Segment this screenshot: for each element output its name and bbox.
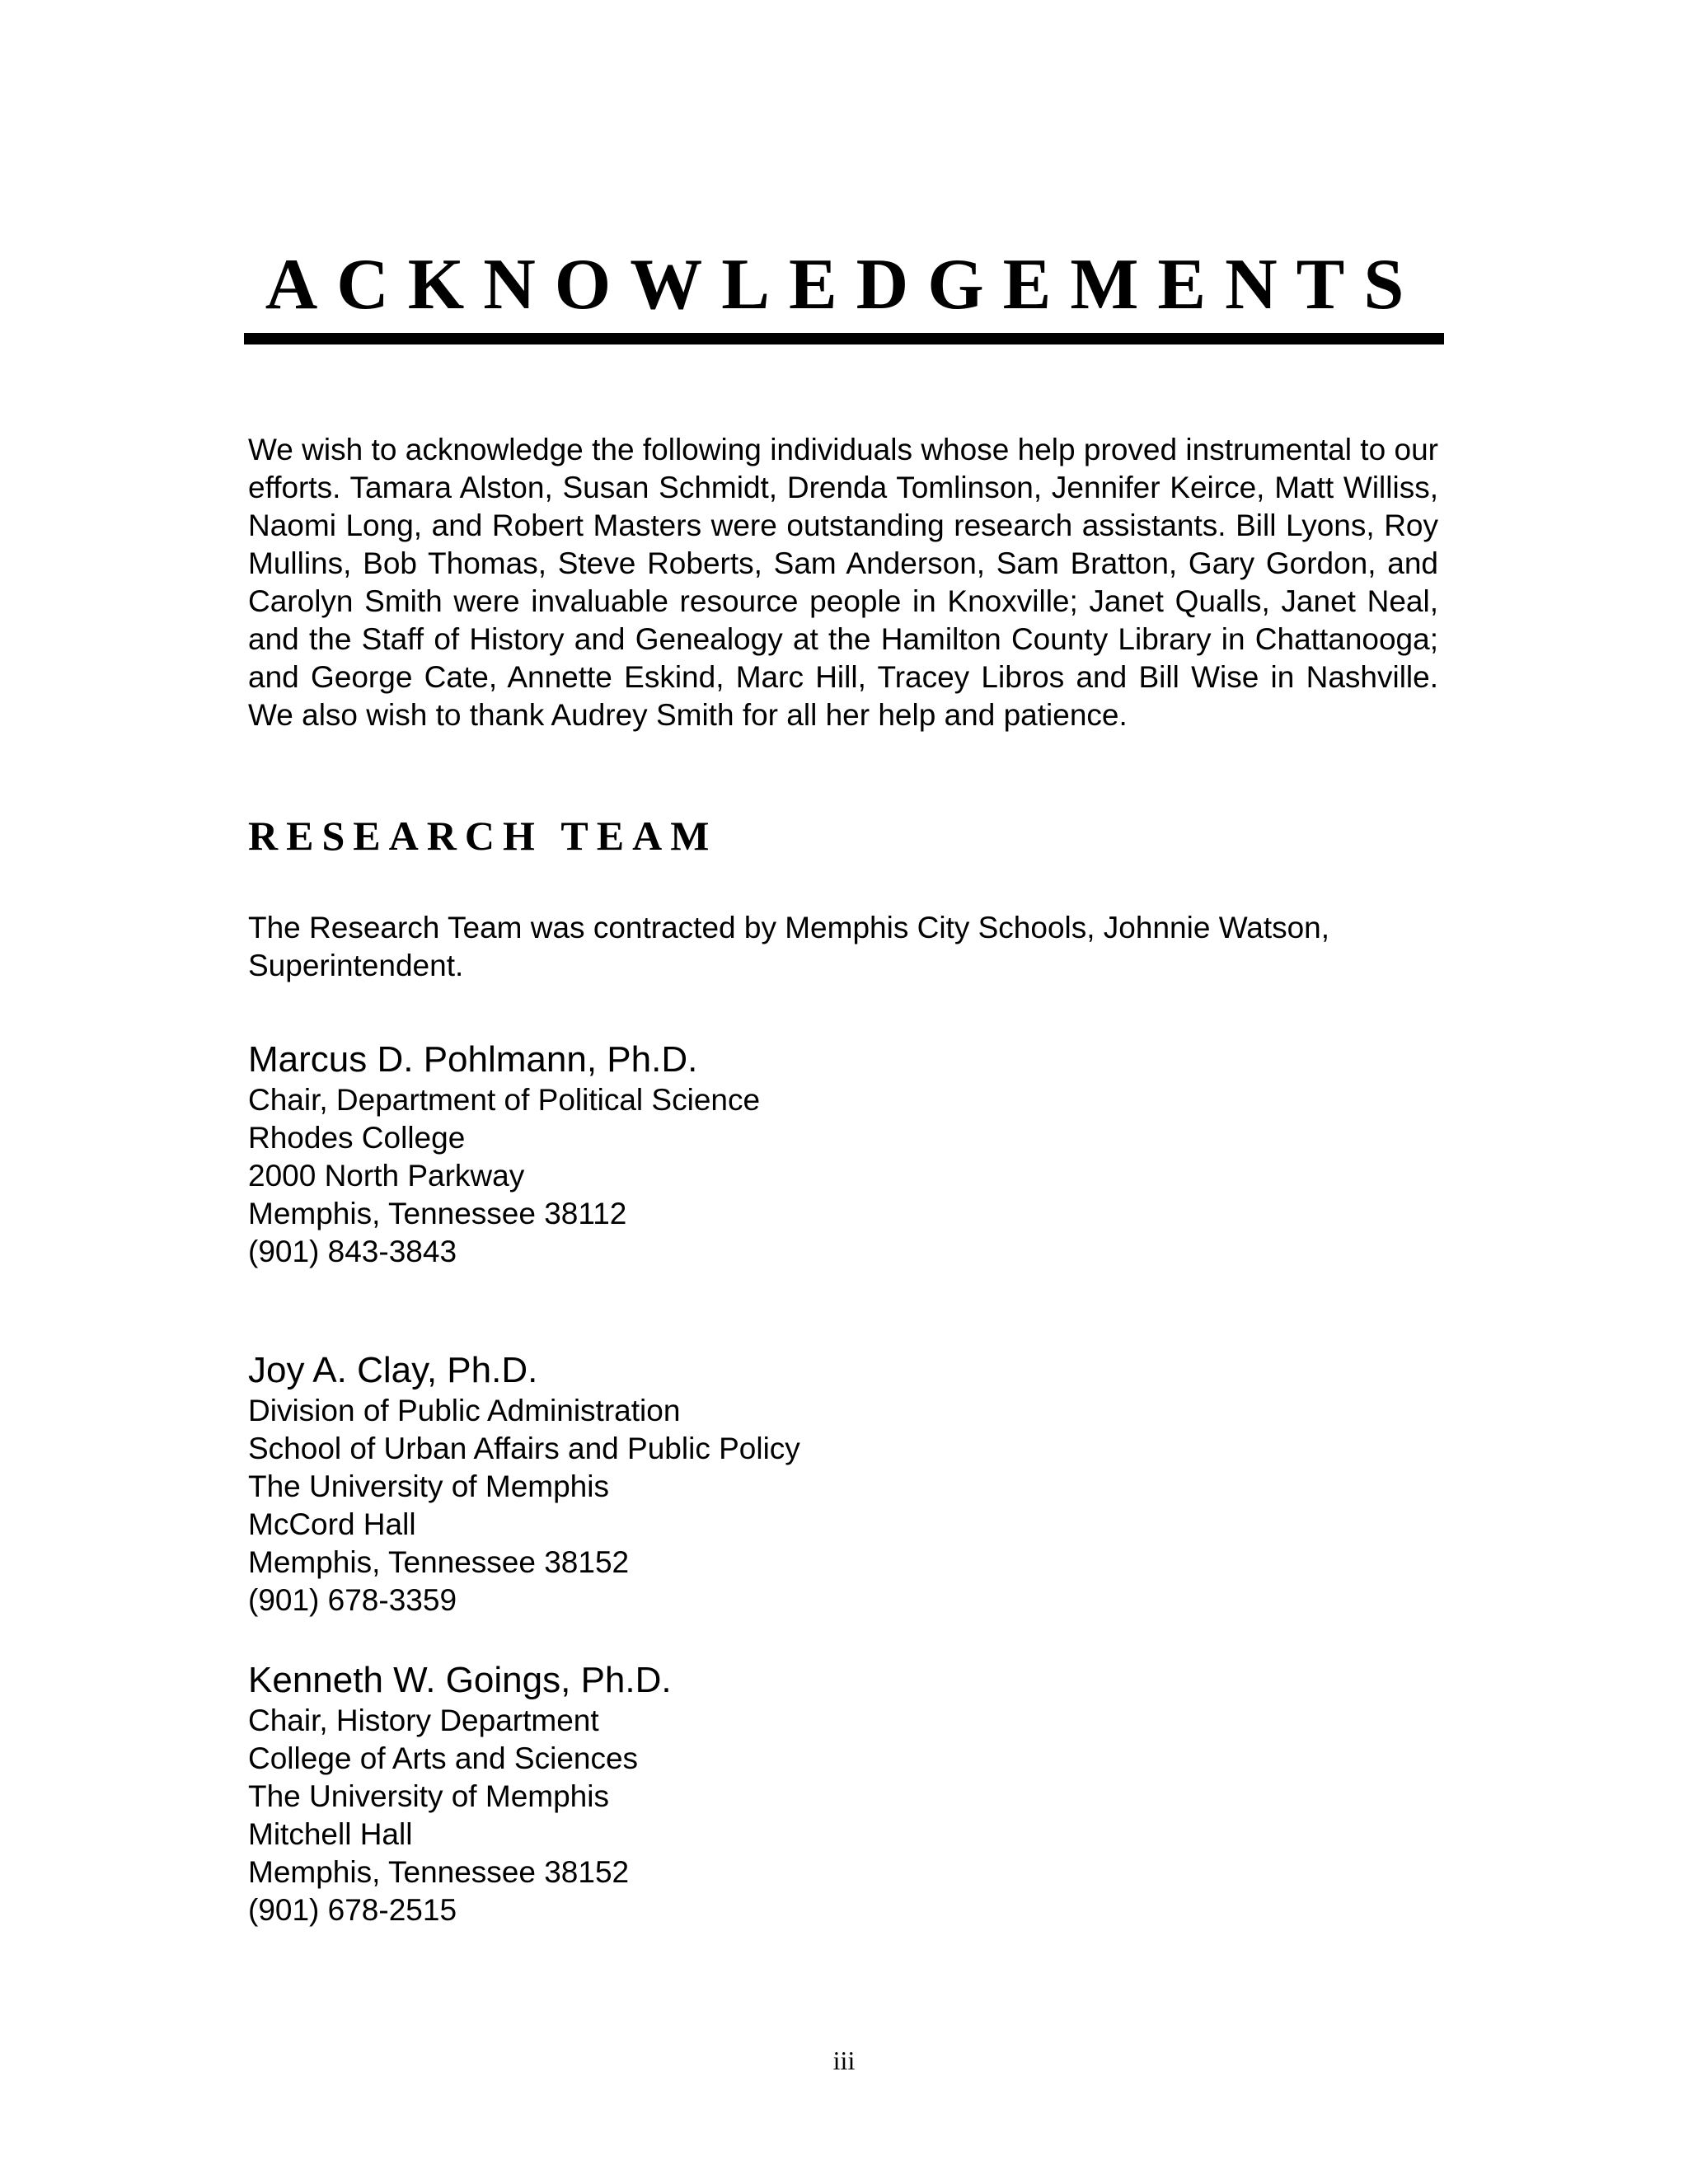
member-institution: The University of Memphis: [248, 1469, 609, 1503]
member-phone: (901) 843-3843: [248, 1235, 457, 1268]
member-building: McCord Hall: [248, 1507, 416, 1541]
member-street-address: 2000 North Parkway: [248, 1159, 525, 1193]
acknowledgement-paragraph: We wish to acknowledge the following individuals whose help proved instrumental to our efforts. Tamara Alston, Susan Schmidt, Drenda Tomlinson, Jennifer Keirce, Matt Williss, Naomi Long, and Robert Masters were outstanding research assistants. Bill Lyons, Roy Mullins, Bob Thomas, Steve Roberts, Sam Anderson, Sam Bratton, Gary Gordon, and Carolyn Smith were invaluable resource people in Knoxville; Janet Qualls, Janet Neal, and the Staff of History and Genealogy at the Hamilton County Library in Chattanooga; and George Cate, Annette Eskind, Marc Hill, Tracey Libros and Bill Wise in Nashville. We also wish to thank Audrey Smith for all her help and patience.: [248, 433, 1438, 732]
member-name: Joy A. Clay, Ph.D.: [248, 1350, 538, 1390]
member-building: Mitchell Hall: [248, 1817, 413, 1851]
page-title: ACKNOWLEDGEMENTS: [265, 245, 1423, 325]
member-division: Division of Public Administration: [248, 1394, 681, 1427]
member-phone: (901) 678-3359: [248, 1583, 457, 1617]
team-member-clay: [248, 1349, 1438, 1619]
member-institution: The University of Memphis: [248, 1779, 609, 1813]
member-college: College of Arts and Sciences: [248, 1741, 639, 1775]
member-name: Marcus D. Pohlmann, Ph.D.: [248, 1039, 698, 1080]
page-number: iii: [832, 2046, 856, 2075]
member-phone: (901) 678-2515: [248, 1893, 457, 1927]
member-city-state-zip: Memphis, Tennessee 38112: [248, 1197, 627, 1230]
member-title: Chair, Department of Political Science: [248, 1083, 761, 1117]
member-title: Chair, History Department: [248, 1704, 599, 1737]
member-city-state-zip: Memphis, Tennessee 38152: [248, 1855, 630, 1889]
research-team-heading: RESEARCH TEAM: [248, 813, 718, 859]
member-institution: Rhodes College: [248, 1121, 466, 1155]
research-team-intro: The Research Team was contracted by Memphis City Schools, Johnnie Watson, Superintendent.: [248, 911, 1330, 982]
team-member-pohlmann: [248, 1038, 1438, 1271]
member-school: School of Urban Affairs and Public Policy: [248, 1432, 800, 1465]
team-member-goings: [248, 1659, 1438, 1929]
title-underline-rule: [244, 333, 1444, 344]
member-city-state-zip: Memphis, Tennessee 38152: [248, 1545, 630, 1579]
member-name: Kenneth W. Goings, Ph.D.: [248, 1660, 672, 1700]
